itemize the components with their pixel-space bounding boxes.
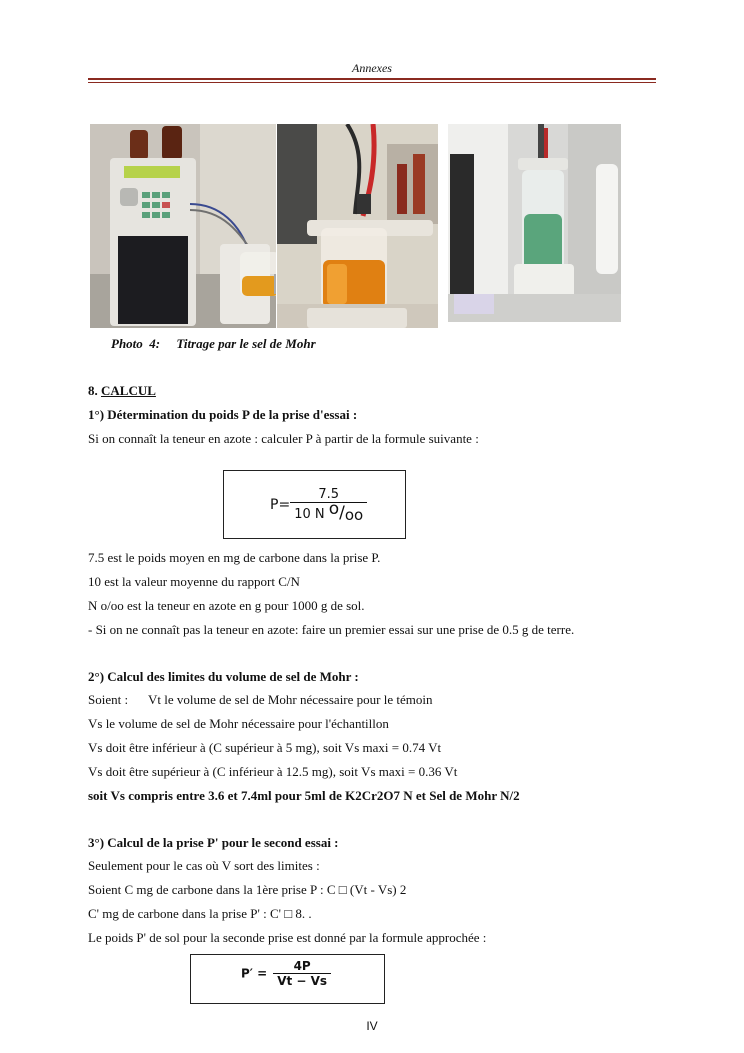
formula-p-unit-o: o xyxy=(328,499,340,519)
header-rule xyxy=(88,78,656,80)
photo-beaker-orange xyxy=(277,124,438,328)
formula-p-prime-numerator: 4P xyxy=(293,959,311,973)
formula-p-denominator xyxy=(290,499,367,524)
limits-conclusion: soit Vs compris entre 3.6 et 7.4ml pour 5ml de K2Cr2O7 N et Sel de Mohr N/2 xyxy=(88,788,520,803)
formula-p-numerator: 7.5 xyxy=(318,487,340,502)
page-number: IV xyxy=(366,1019,378,1033)
photo-caption xyxy=(111,336,316,352)
subsection-1-title: 1°) Détermination du poids P de la prise d'essai : xyxy=(88,407,358,422)
formula-p xyxy=(270,487,367,523)
formula-box-p xyxy=(223,470,406,539)
photo-caption-title: Titrage par le sel de Mohr xyxy=(176,336,316,351)
subsection-2-title: 2°) Calcul des limites du volume de sel de Mohr : xyxy=(88,669,359,684)
formula-box-p-prime xyxy=(190,954,385,1004)
section-number: 8. xyxy=(88,383,101,398)
formula-p-fraction xyxy=(290,487,367,523)
limits-line-3: Vs doit être supérieur à (C inférieur à 12.5 mg), soit Vs maxi = 0.36 Vt xyxy=(88,764,458,779)
explanation-line-2: 10 est la valeur moyenne du rapport C/N xyxy=(88,574,300,589)
section-title: CALCUL xyxy=(101,383,156,398)
second-essai-line-2: Soient C mg de carbone dans la 1ère prise P : C □ (Vt - Vs) 2 xyxy=(88,882,407,897)
photo-beaker-green xyxy=(448,124,621,322)
second-essai-line-1: Seulement pour le cas où V sort des limites : xyxy=(88,858,320,873)
explanation-line-3: N o/oo est la teneur en azote en g pour 1000 g de sol. xyxy=(88,598,365,613)
formula-p-prime-lhs: P′ = xyxy=(241,966,268,981)
formula-p-prime-denominator: Vt − Vs xyxy=(273,973,331,988)
second-essai-line-4: Le poids P' de sol pour la seconde prise est donné par la formule approchée : xyxy=(88,930,487,945)
subsection-1-intro: Si on connaît la teneur en azote : calculer P à partir de la formule suivante : xyxy=(88,431,479,446)
formula-p-denominator-n: 10 N xyxy=(294,507,325,522)
limits-line-1: Vs le volume de sel de Mohr nécessaire pour l'échantillon xyxy=(88,716,389,731)
formula-p-unit-oo: oo xyxy=(344,506,364,524)
limits-line-2: Vs doit être inférieur à (C supérieur à 5 mg), soit Vs maxi = 0.74 Vt xyxy=(88,740,442,755)
formula-p-unit-sep: / xyxy=(339,503,345,523)
running-header: Annexes xyxy=(352,61,392,75)
explanation-line-4: - Si on ne connaît pas la teneur en azote: faire un premier essai sur une prise de 0.5 g de terre. xyxy=(88,622,575,637)
second-essai-line-3: C' mg de carbone dans la prise P' : C' □ 8. . xyxy=(88,906,312,921)
subsection-3-title: 3°) Calcul de la prise P' pour le second essai : xyxy=(88,835,339,850)
explanation-line-1: 7.5 est le poids moyen en mg de carbone dans la prise P. xyxy=(88,550,381,565)
photo-caption-label: Photo 4: xyxy=(111,336,161,351)
section-heading xyxy=(88,383,156,399)
formula-p-prime-fraction xyxy=(273,959,331,988)
formula-p-lhs: P= xyxy=(270,497,291,513)
formula-p-prime xyxy=(241,959,331,988)
header-rule-thin xyxy=(88,82,656,83)
soient-text: Vt le volume de sel de Mohr nécessaire pour le témoin xyxy=(148,692,433,707)
photo-titrator xyxy=(90,124,276,328)
soient-label: Soient : xyxy=(88,692,129,707)
